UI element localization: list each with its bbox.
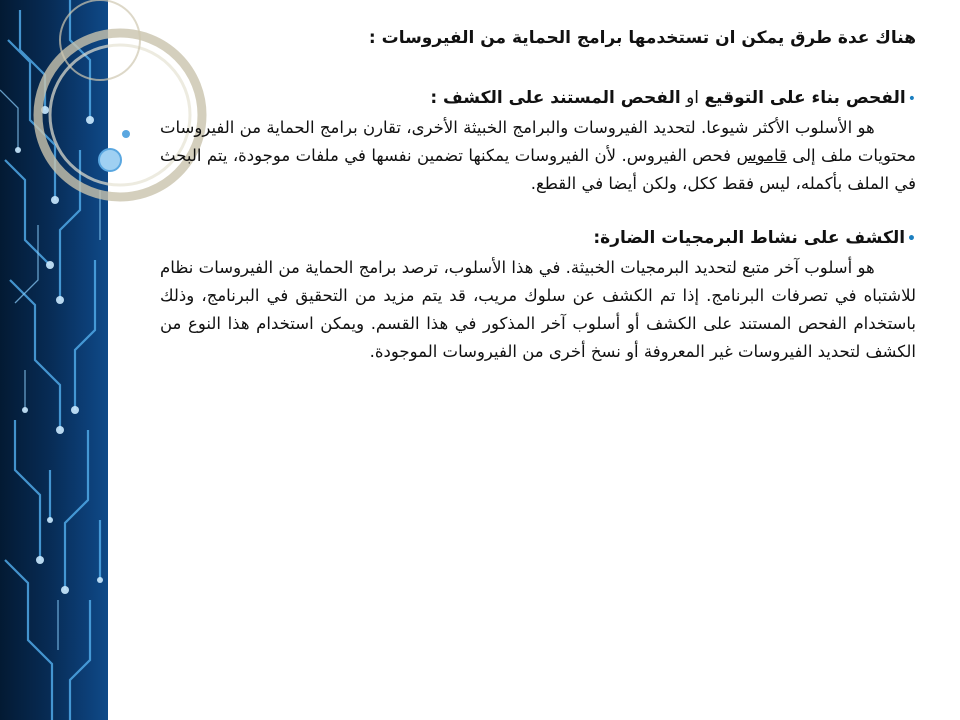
dictionary-link[interactable]: قاموس	[736, 146, 787, 165]
section2-heading	[160, 228, 916, 248]
section1-heading-part2: الفحص المستند على الكشف :	[430, 88, 681, 108]
section1-heading-or: او	[680, 88, 705, 108]
section1-paragraph	[160, 114, 916, 198]
section1-para-end: فحص الفيروس. لأن الفيروسات يمكنها تضمين نفسها في ملفات موجودة، يتم البحث في الملف بأكمله، ليس فقط ككل، ولكن أيضا في القطع.	[160, 146, 916, 193]
main-content	[160, 28, 916, 396]
section2-heading-text: الكشف على نشاط البرمجيات الضارة:	[593, 228, 906, 248]
bullet-icon: •	[907, 231, 916, 247]
section1-para-start: هو الأسلوب الأكثر شيوعا. لتحديد الفيروسات والبرامج الخبيثة الأخرى، تقارن برامج الحماية من الفيروسات محتويات ملف إلى	[160, 118, 916, 165]
circuit-board-decoration	[0, 0, 108, 720]
bullet-icon: •	[907, 91, 916, 107]
section1-heading	[160, 88, 916, 108]
page-title: هناك عدة طرق يمكن ان تستخدمها برامج الحماية من الفيروسات :	[368, 28, 916, 48]
circuit-traces-graphic	[0, 0, 108, 720]
section1-heading-part1: الفحص بناء على التوقيع	[704, 88, 906, 108]
section2-paragraph: هو أسلوب آخر متبع لتحديد البرمجيات الخبيثة. في هذا الأسلوب، ترصد برامج الحماية من الفيروسات نظام للاشتباه في تصرفات البرنامج. إذا تم الكشف عن سلوك مريب، قد يتم مزيد من التحقيق في البرنامج، وذلك باستخدام الفحص المستند على الكشف أو أسلوب آخر المذكور في هذا القسم. ويمكن استخدام هذا النوع من الكشف لتحديد الفيروسات غير المعروفة أو نسخ أخرى من الفيروسات الموجودة.	[160, 258, 916, 361]
